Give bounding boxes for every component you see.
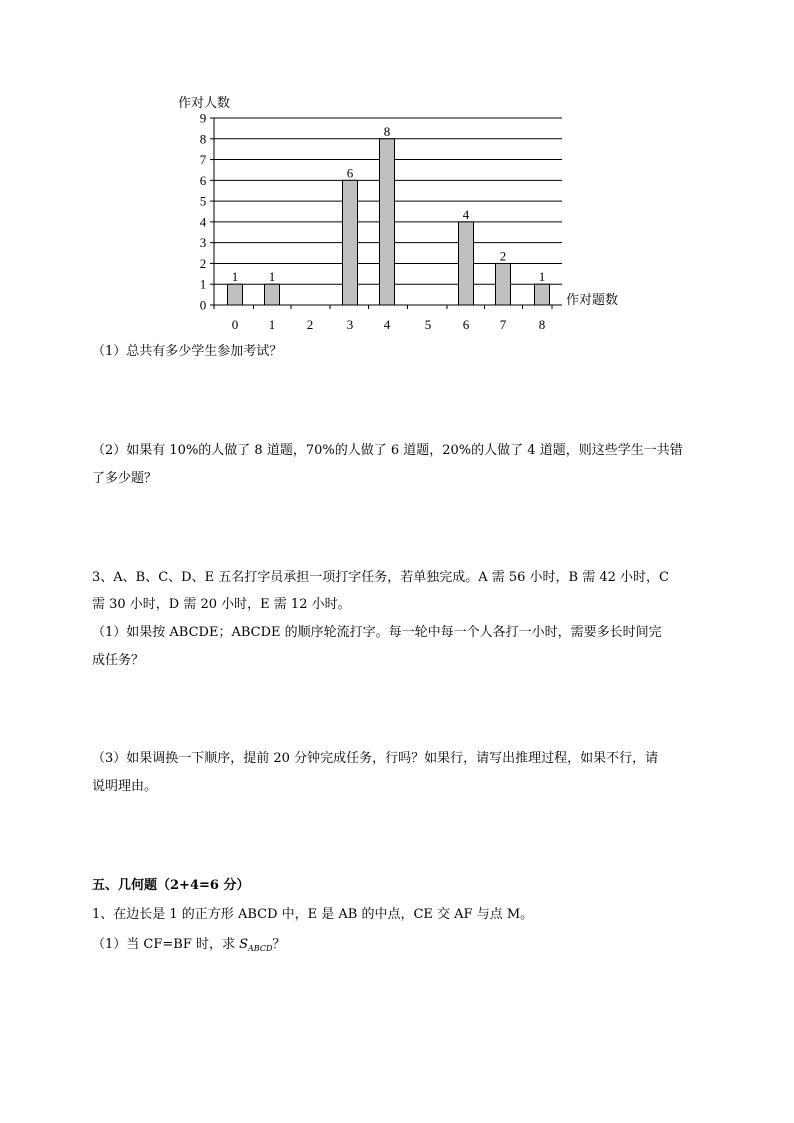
x-tick-label: 5: [424, 317, 432, 332]
bar-data-label: 6: [346, 165, 354, 181]
question-3-3-line2: 说明理由。: [92, 779, 158, 794]
x-tick-label: 3: [346, 317, 354, 332]
y-tick-label: 4: [199, 214, 207, 230]
bar-data-label: 8: [383, 123, 391, 139]
x-tick-label: 1: [268, 317, 276, 332]
bar: [265, 284, 280, 305]
bar: [228, 284, 243, 305]
y-tick-label: 0: [199, 297, 207, 313]
y-tick-label: 6: [199, 172, 207, 188]
bar-data-label: 1: [538, 269, 546, 285]
geometry-question-1-1: [92, 936, 285, 955]
y-tick-label: 8: [199, 131, 207, 147]
y-tick-label: 7: [199, 152, 207, 168]
x-axis-label: 作对题数: [566, 292, 619, 307]
x-tick-label: 7: [499, 317, 507, 332]
bar-data-label: 1: [268, 269, 276, 285]
question-2-1: （1）总共有多少学生参加考试？: [92, 344, 283, 359]
question-2-2-line1: （2）如果有 10%的人做了 8 道题，70%的人做了 6 道题，20%的人做了 4 道题，则这些学生一共错: [92, 443, 683, 458]
x-tick-label: 6: [462, 317, 470, 332]
x-tick-label: 8: [538, 317, 546, 332]
y-tick-label: 3: [199, 235, 207, 251]
y-axis-label: 作对人数: [178, 95, 231, 110]
bar-data-label: 1: [231, 269, 239, 285]
bar: [535, 284, 550, 305]
bar-data-label: 4: [462, 206, 470, 222]
y-tick-labels: [200, 111, 207, 313]
y-tick-label: 1: [199, 276, 207, 292]
bar-data-label: 2: [499, 248, 507, 264]
question-3-line2: 需 30 小时，D 需 20 小时，E 需 12 小时。: [92, 597, 351, 612]
question-3-1-line1: （1）如果按 ABCDE；ABCDE 的顺序轮流打字。每一轮中每一个人各打一小时，需要多长时间完: [92, 625, 662, 640]
geometry-question-1-1-text: （1）当 CF=BF 时，求: [92, 937, 235, 952]
y-tick-label: 2: [199, 255, 207, 271]
area-symbol: $S_{ABCD}$: [239, 937, 273, 953]
y-tick-label: 5: [199, 193, 207, 209]
bar: [343, 180, 358, 305]
bar: [380, 139, 395, 305]
question-3-3-line1: （3）如果调换一下顺序，提前 20 分钟完成任务，行吗？如果行，请写出推理过程，如果不行，请: [92, 751, 659, 766]
bar: [496, 263, 511, 305]
y-tick-label: 9: [199, 110, 207, 126]
bar: [459, 222, 474, 305]
x-tick-labels: [232, 317, 546, 332]
section-5-title: 五、几何题（2+4=6 分）: [92, 878, 250, 893]
question-3-line1: 3、A、B、C、D、E 五名打字员承担一项打字任务，若单独完成。A 需 56 小时，B 需 42 小时，C: [92, 570, 669, 585]
geometry-question-1: 1、在边长是 1 的正方形 ABCD 中，E 是 AB 的中点，CE 交 AF 与点 M。: [92, 907, 534, 922]
x-tick-label: 4: [383, 317, 391, 332]
geometry-question-1-1-end: ？: [272, 937, 286, 952]
x-tick-label: 2: [306, 317, 314, 332]
question-3-1-line2: 成任务？: [92, 653, 145, 668]
question-2-2-line2: 了多少题？: [92, 471, 158, 486]
bar-chart: [0, 0, 794, 345]
x-tick-label: 0: [231, 317, 239, 332]
